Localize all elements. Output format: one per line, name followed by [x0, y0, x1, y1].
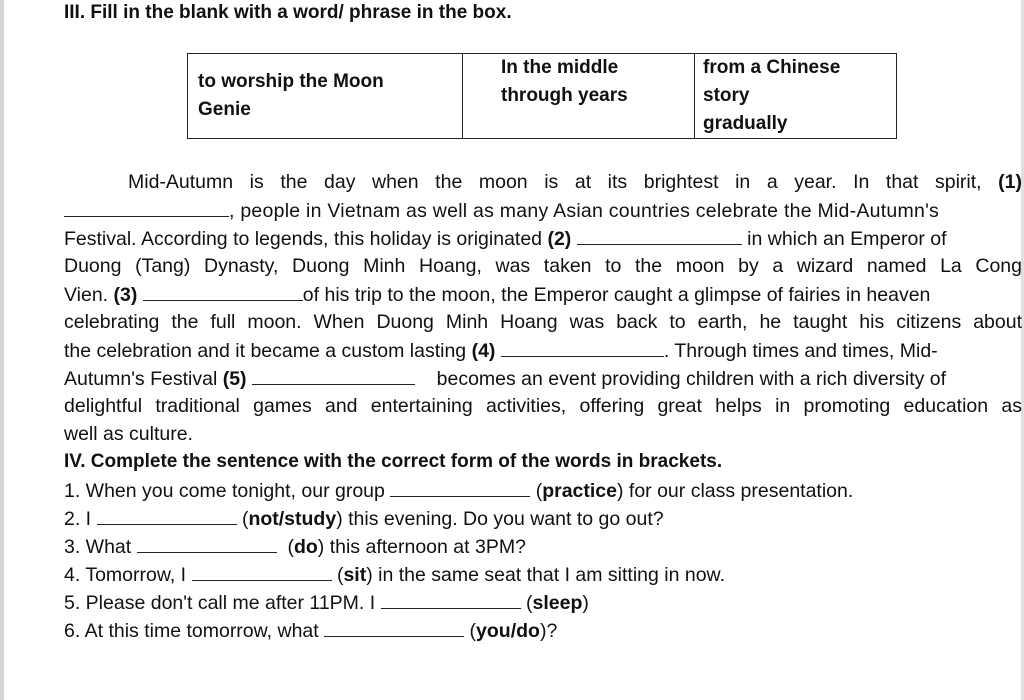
word-box-phrase: story	[703, 85, 750, 106]
answer-blank[interactable]	[324, 616, 464, 637]
blank-number: (3)	[113, 284, 138, 306]
answer-blank[interactable]	[381, 588, 521, 609]
passage-line: Autumn's Festival (5) becomes an event providing children with a rich diversity of	[64, 364, 1022, 392]
word-box-phrase: to worship the Moon	[198, 71, 384, 92]
passage-line: Vien. (3) of his trip to the moon, the Emperor caught a glimpse of fairies in heaven	[64, 280, 1022, 308]
blank-number: (4)	[471, 340, 496, 362]
answer-blank-4[interactable]	[501, 336, 664, 357]
blank-number: (2)	[547, 228, 572, 250]
passage-line: celebrating the full moon. When Duong Minh Hoang was back to earth, he taught his citizens about	[64, 311, 1022, 333]
passage-line: Duong (Tang) Dynasty, Duong Minh Hoang, was taken to the moon by a wizard named La Cong	[64, 255, 1022, 277]
bracket-word: practice	[542, 480, 617, 502]
passage-line: delightful traditional games and entertaining activities, offering great helps in promoting education as	[64, 395, 1022, 417]
bracket-word: do	[293, 536, 318, 558]
answer-blank-2[interactable]	[577, 224, 742, 245]
answer-blank-1[interactable]	[64, 196, 229, 217]
bracket-word: sit	[343, 564, 367, 586]
bracket-word: sleep	[532, 592, 583, 614]
answer-blank-3[interactable]	[143, 280, 303, 301]
exercise-item: 6. At this time tomorrow, what (you/do)?	[64, 616, 853, 644]
word-box	[187, 53, 897, 139]
exercise-item: 5. Please don't call me after 11PM. I (sleep)	[64, 588, 853, 616]
answer-blank[interactable]	[390, 476, 530, 497]
word-box-cell-2	[463, 54, 695, 139]
passage-line: the celebration and it became a custom lasting (4) . Through times and times, Mid-	[64, 336, 1022, 364]
answer-blank-5[interactable]	[252, 364, 415, 385]
word-box-cell-3	[695, 54, 897, 139]
word-box-phrase: gradually	[703, 113, 788, 134]
blank-number: (1)	[998, 171, 1023, 193]
bracket-word: not/study	[248, 508, 337, 530]
section-3-heading: III. Fill in the blank with a word/ phrase in the box.	[64, 2, 512, 23]
exercise-item: 2. I (not/study) this evening. Do you want to go out?	[64, 504, 853, 532]
answer-blank[interactable]	[97, 504, 237, 525]
passage	[64, 168, 1022, 448]
word-box-phrase: In the middle	[501, 57, 619, 78]
exercise-item: 4. Tomorrow, I (sit) in the same seat that I am sitting in now.	[64, 560, 853, 588]
bracket-word: you/do	[476, 620, 540, 642]
exercise-item: 1. When you come tonight, our group (practice) for our class presentation.	[64, 476, 853, 504]
passage-line: Mid-Autumn is the day when the moon is at its brightest in a year. In that spirit, (1)	[128, 171, 1023, 193]
answer-blank[interactable]	[137, 532, 277, 553]
passage-line: , people in Vietnam as well as many Asian countries celebrate the Mid-Autumn's	[64, 196, 1022, 224]
blank-number: (5)	[222, 368, 247, 390]
passage-line: Festival. According to legends, this holiday is originated (2) in which an Emperor of	[64, 224, 1022, 252]
word-box-phrase: Genie	[198, 99, 251, 120]
exercise-list	[64, 476, 853, 644]
word-box-phrase: from a Chinese	[703, 57, 841, 78]
word-box-cell-1	[188, 54, 463, 139]
passage-line: well as culture.	[64, 423, 193, 445]
section-4-heading: IV. Complete the sentence with the correct form of the words in brackets.	[64, 451, 723, 472]
left-edge-bar	[0, 0, 4, 700]
word-box-phrase: through years	[501, 85, 628, 106]
answer-blank[interactable]	[192, 560, 332, 581]
exercise-item: 3. What (do) this afternoon at 3PM?	[64, 532, 853, 560]
